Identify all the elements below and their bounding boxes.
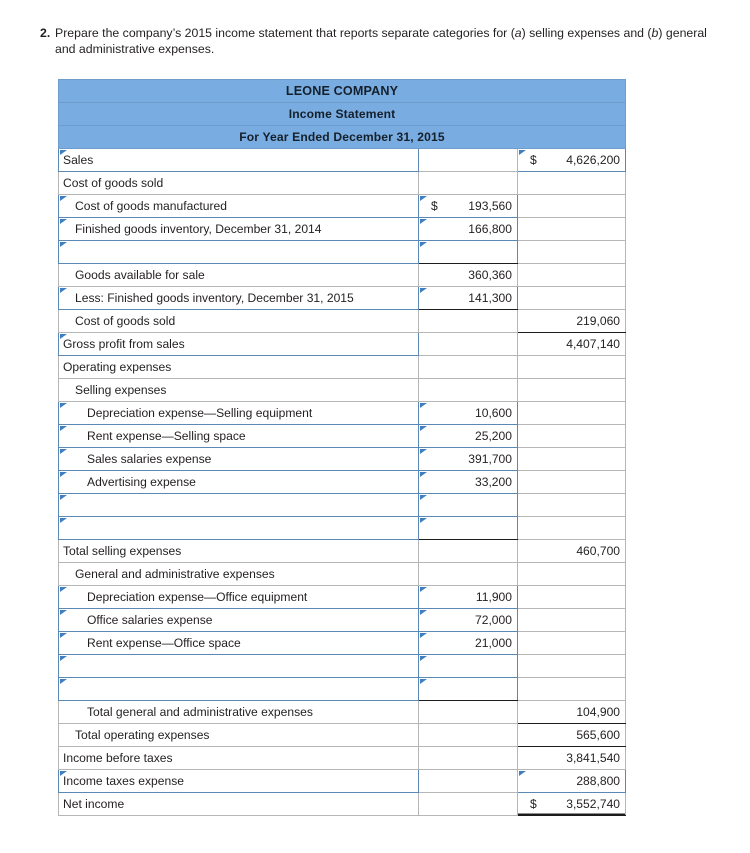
line-item-label-input[interactable] — [59, 678, 419, 701]
worksheet-title-row-company — [59, 80, 626, 103]
line-item-label-text: Total selling expenses — [63, 544, 182, 558]
line-item-label — [59, 264, 419, 287]
amount-value: 3,552,740 — [566, 797, 621, 811]
line-item-label-input[interactable] — [59, 586, 419, 609]
line-item-label-text: Selling expenses — [75, 383, 167, 397]
line-item-label-input[interactable] — [59, 333, 419, 356]
amount-cell — [518, 517, 626, 540]
worksheet-row — [59, 678, 626, 701]
line-item-label-text: Advertising expense — [87, 475, 196, 489]
line-item-label — [59, 747, 419, 770]
amount-cell — [518, 264, 626, 287]
worksheet-row — [59, 264, 626, 287]
worksheet-row — [59, 701, 626, 724]
line-item-label — [59, 563, 419, 586]
subamount-input[interactable] — [419, 448, 518, 471]
worksheet-row — [59, 333, 626, 356]
subamount-cell — [419, 563, 518, 586]
subamount-cell — [419, 540, 518, 563]
worksheet-row — [59, 724, 626, 747]
amount-cell — [518, 172, 626, 195]
line-item-label-text: Finished goods inventory, December 31, 2014 — [75, 222, 322, 236]
line-item-label-text: Gross profit from sales — [63, 337, 185, 351]
subamount-cell — [419, 701, 518, 724]
amount-cell — [518, 724, 626, 747]
line-item-label-text: Sales — [63, 153, 94, 167]
amount-cell — [518, 356, 626, 379]
worksheet-title-row-period — [59, 126, 626, 149]
subamount-input[interactable] — [419, 287, 518, 310]
subamount-value: 391,700 — [468, 452, 512, 466]
worksheet-row — [59, 241, 626, 264]
amount-cell — [518, 655, 626, 678]
subamount-value: 360,360 — [468, 268, 512, 282]
currency-symbol: $ — [530, 797, 537, 811]
worksheet-row — [59, 149, 626, 172]
question-number: 2. — [40, 26, 51, 40]
amount-cell — [518, 195, 626, 218]
amount-cell — [518, 701, 626, 724]
amount-value: 460,700 — [576, 544, 621, 558]
worksheet-title-row-statement — [59, 103, 626, 126]
line-item-label-text: Less: Finished goods inventory, December 31, 2015 — [75, 291, 354, 305]
company-name: LEONE COMPANY — [59, 80, 626, 103]
line-item-label — [59, 356, 419, 379]
worksheet-row — [59, 425, 626, 448]
line-item-label-text: Cost of goods sold — [63, 176, 164, 190]
worksheet-row — [59, 517, 626, 540]
line-item-label-input[interactable] — [59, 402, 419, 425]
question-text — [55, 26, 712, 57]
line-item-label — [59, 379, 419, 402]
amount-value: 4,407,140 — [566, 337, 621, 351]
subamount-cell — [419, 172, 518, 195]
subamount-value: 193,560 — [468, 199, 512, 213]
amount-value: 4,626,200 — [566, 153, 621, 167]
amount-input[interactable] — [518, 149, 626, 172]
subamount-input[interactable] — [419, 517, 518, 540]
subamount-input[interactable] — [419, 586, 518, 609]
line-item-label-text: Office salaries expense — [87, 613, 213, 627]
line-item-label — [59, 724, 419, 747]
prompt-line1-part2: ) selling expenses — [521, 26, 621, 40]
amount-value: 219,060 — [576, 314, 621, 328]
amount-cell — [518, 540, 626, 563]
worksheet-row — [59, 402, 626, 425]
line-item-label-text: Income before taxes — [63, 751, 173, 765]
prompt-italic-b: b — [651, 26, 659, 40]
worksheet-row — [59, 379, 626, 402]
line-item-label-text: Depreciation expense—Office equipment — [87, 590, 308, 604]
worksheet-row — [59, 655, 626, 678]
subamount-cell — [419, 333, 518, 356]
subamount-value: 11,900 — [475, 590, 512, 604]
line-item-label-input[interactable] — [59, 218, 419, 241]
subamount-input[interactable] — [419, 471, 518, 494]
amount-cell — [518, 425, 626, 448]
worksheet-row — [59, 586, 626, 609]
subamount-input[interactable] — [419, 218, 518, 241]
amount-cell — [518, 471, 626, 494]
amount-cell — [518, 747, 626, 770]
line-item-label-input[interactable] — [59, 149, 419, 172]
worksheet-row — [59, 609, 626, 632]
worksheet-row — [59, 540, 626, 563]
line-item-label-text: Goods available for sale — [75, 268, 205, 282]
amount-cell — [518, 448, 626, 471]
subamount-value: 166,800 — [468, 222, 512, 236]
worksheet-row — [59, 793, 626, 816]
question-prompt — [40, 26, 712, 57]
subamount-input[interactable] — [419, 425, 518, 448]
worksheet-row — [59, 563, 626, 586]
subamount-cell — [419, 264, 518, 287]
currency-symbol: $ — [431, 199, 438, 213]
worksheet-row — [59, 172, 626, 195]
line-item-label-text: Income taxes expense — [63, 774, 185, 788]
subamount-cell — [419, 379, 518, 402]
amount-cell — [518, 678, 626, 701]
line-item-label — [59, 701, 419, 724]
subamount-value: 141,300 — [468, 291, 512, 305]
line-item-label — [59, 310, 419, 333]
amount-cell — [518, 379, 626, 402]
line-item-label-input[interactable] — [59, 195, 419, 218]
line-item-label-text: Total general and administrative expenses — [87, 705, 313, 719]
amount-cell — [518, 632, 626, 655]
amount-value: 104,900 — [576, 705, 621, 719]
subamount-input[interactable] — [419, 632, 518, 655]
line-item-label-input[interactable] — [59, 494, 419, 517]
subamount-cell — [419, 724, 518, 747]
line-item-label-text: Rent expense—Office space — [87, 636, 241, 650]
subamount-cell — [419, 356, 518, 379]
currency-symbol: $ — [530, 153, 537, 167]
line-item-label-text: Rent expense—Selling space — [87, 429, 246, 443]
amount-cell — [518, 609, 626, 632]
subamount-cell — [419, 747, 518, 770]
line-item-label-input[interactable] — [59, 448, 419, 471]
amount-value: 288,800 — [576, 774, 621, 788]
amount-cell — [518, 563, 626, 586]
subamount-input[interactable] — [419, 402, 518, 425]
amount-cell — [518, 241, 626, 264]
line-item-label-input[interactable] — [59, 609, 419, 632]
worksheet-row — [59, 356, 626, 379]
subamount-cell — [419, 310, 518, 333]
prompt-italic-a: a — [514, 26, 522, 40]
subamount-value: 10,600 — [475, 406, 512, 420]
amount-value: 565,600 — [576, 728, 621, 742]
amount-value: 3,841,540 — [566, 751, 621, 765]
subamount-input[interactable] — [419, 655, 518, 678]
statement-period: For Year Ended December 31, 2015 — [59, 126, 626, 149]
line-item-label-text: Sales salaries expense — [87, 452, 212, 466]
subamount-input[interactable] — [419, 241, 518, 264]
line-item-label-text: Depreciation expense—Selling equipment — [87, 406, 313, 420]
worksheet-row — [59, 287, 626, 310]
line-item-label-input[interactable] — [59, 655, 419, 678]
line-item-label-input[interactable] — [59, 632, 419, 655]
subamount-input[interactable] — [419, 678, 518, 701]
subamount-input[interactable] — [419, 494, 518, 517]
worksheet-row — [59, 471, 626, 494]
amount-cell — [518, 494, 626, 517]
amount-cell — [518, 310, 626, 333]
amount-cell — [518, 218, 626, 241]
worksheet-row — [59, 310, 626, 333]
line-item-label — [59, 172, 419, 195]
line-item-label-text: Total operating expenses — [75, 728, 210, 742]
subamount-input[interactable] — [419, 195, 518, 218]
line-item-label — [59, 540, 419, 563]
subamount-cell — [419, 770, 518, 793]
amount-cell — [518, 333, 626, 356]
line-item-label-input[interactable] — [59, 471, 419, 494]
worksheet-row — [59, 195, 626, 218]
subamount-value: 72,000 — [475, 613, 512, 627]
line-item-label — [59, 793, 419, 816]
subamount-value: 25,200 — [475, 429, 512, 443]
amount-cell — [518, 287, 626, 310]
prompt-line2-part1: and ( — [623, 26, 652, 40]
statement-name: Income Statement — [59, 103, 626, 126]
line-item-label-text: General and administrative expenses — [75, 567, 275, 581]
line-item-label-text: Operating expenses — [63, 360, 172, 374]
worksheet-row — [59, 494, 626, 517]
line-item-label-text: Cost of goods sold — [75, 314, 176, 328]
line-item-label-input[interactable] — [59, 287, 419, 310]
line-item-label-input[interactable] — [59, 770, 419, 793]
line-item-label-text: Cost of goods manufactured — [75, 199, 227, 213]
worksheet-row — [59, 632, 626, 655]
line-item-label-input[interactable] — [59, 425, 419, 448]
worksheet-row — [59, 747, 626, 770]
amount-cell — [518, 793, 626, 816]
income-statement-worksheet — [58, 79, 626, 816]
worksheet-row — [59, 770, 626, 793]
subamount-value: 21,000 — [475, 636, 512, 650]
worksheet-row — [59, 218, 626, 241]
subamount-value: 33,200 — [475, 475, 512, 489]
subamount-cell — [419, 149, 518, 172]
prompt-line2-part2: ) general and administrative expenses. — [55, 26, 707, 56]
amount-cell — [518, 402, 626, 425]
subamount-cell — [419, 793, 518, 816]
amount-cell — [518, 586, 626, 609]
subamount-input[interactable] — [419, 609, 518, 632]
line-item-label-input[interactable] — [59, 517, 419, 540]
prompt-line1-part1: Prepare the company’s 2015 income statement that reports separate categories for ( — [55, 26, 515, 40]
line-item-label-text: Net income — [63, 797, 125, 811]
line-item-label-input[interactable] — [59, 241, 419, 264]
amount-input[interactable] — [518, 770, 626, 793]
worksheet-row — [59, 448, 626, 471]
